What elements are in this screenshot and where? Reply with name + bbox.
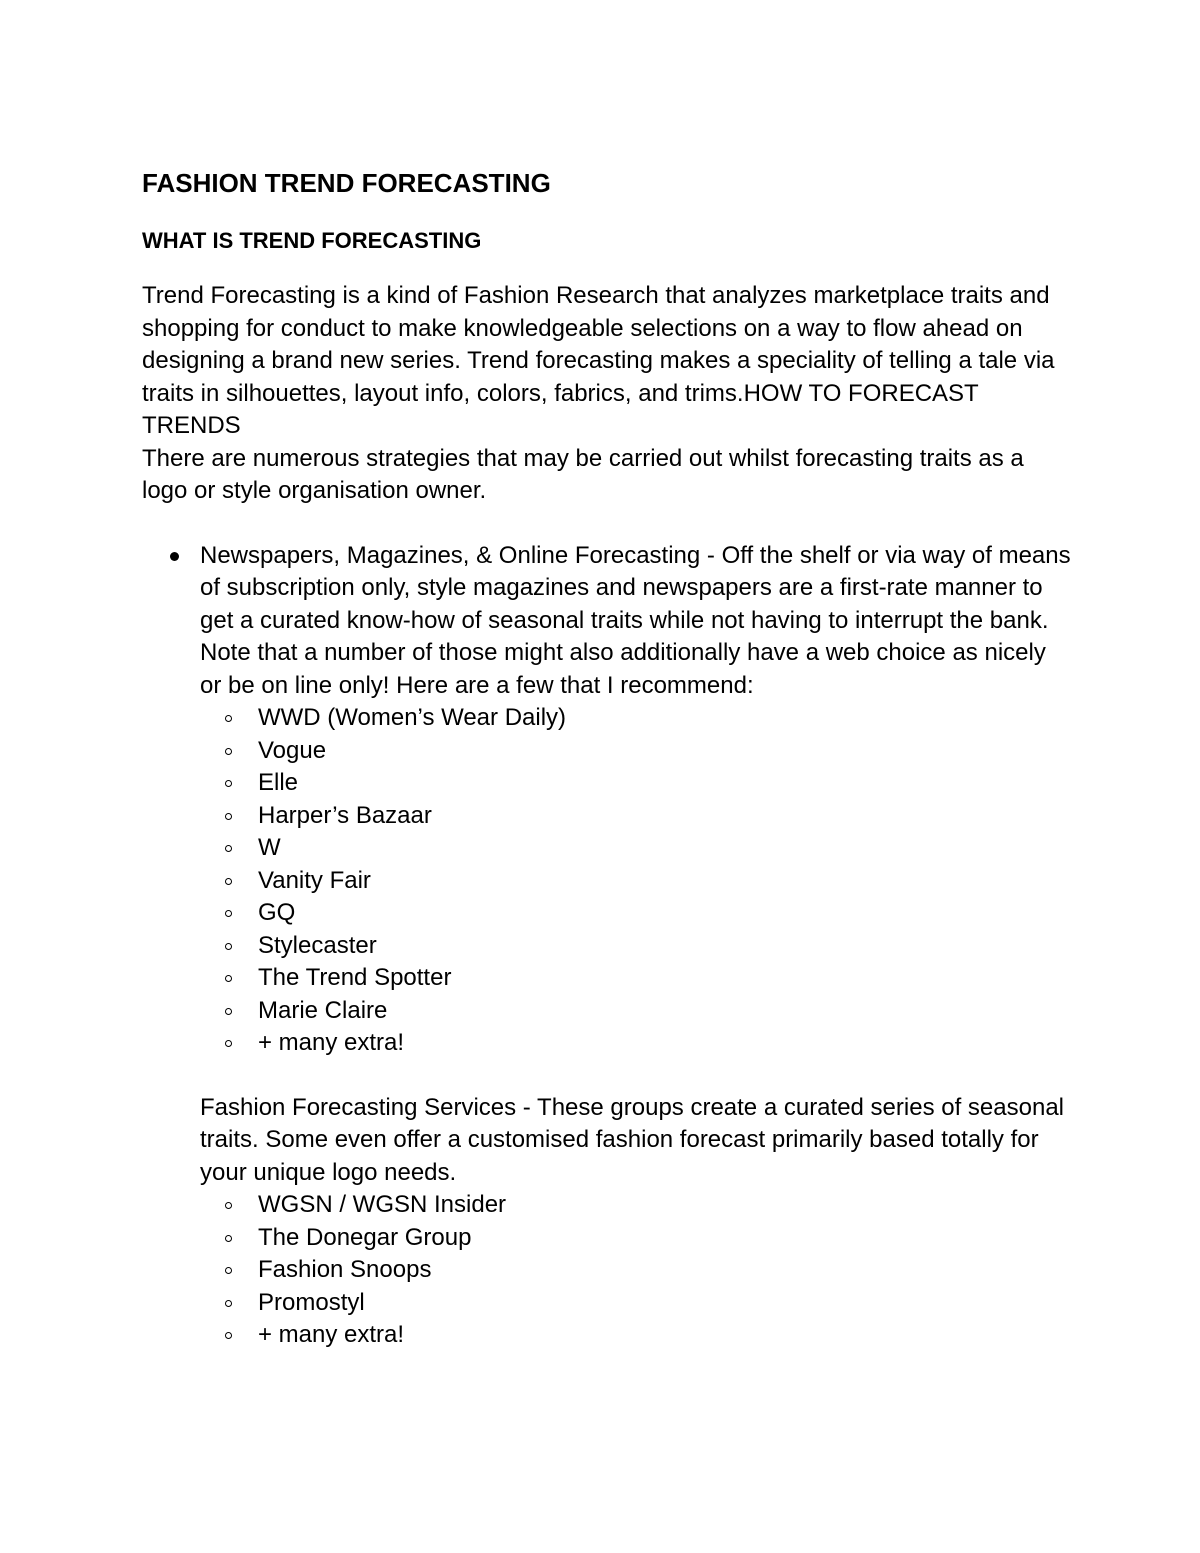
list-item: The Donegar Group bbox=[200, 1222, 1072, 1255]
list-item: WWD (Women’s Wear Daily) bbox=[200, 702, 1072, 735]
list-item: Harper’s Bazaar bbox=[200, 800, 1072, 833]
services-list bbox=[142, 1189, 1072, 1352]
circle-bullet-icon bbox=[225, 1235, 232, 1242]
circle-bullet-icon bbox=[225, 910, 232, 917]
circle-bullet-icon bbox=[225, 1300, 232, 1307]
circle-bullet-icon bbox=[225, 1267, 232, 1274]
services-block bbox=[142, 1092, 1072, 1190]
document-page bbox=[142, 166, 1072, 1352]
list-item: W bbox=[200, 832, 1072, 865]
magazine-list bbox=[200, 702, 1072, 1060]
list-item: Elle bbox=[200, 767, 1072, 800]
circle-bullet-icon bbox=[225, 1202, 232, 1209]
section-heading: WHAT IS TREND FORECASTING bbox=[142, 228, 482, 253]
list-item: Stylecaster bbox=[200, 930, 1072, 963]
bullet-dot-icon bbox=[170, 552, 179, 561]
strategies-text: There are numerous strategies that may be carried out whilst forecasting traits as a logo or style organisation owner. bbox=[142, 444, 1024, 504]
list-item: Fashion Snoops bbox=[200, 1254, 1072, 1287]
list-item: Marie Claire bbox=[200, 995, 1072, 1028]
circle-bullet-icon bbox=[225, 1332, 232, 1339]
circle-bullet-icon bbox=[225, 780, 232, 787]
list-item: Promostyl bbox=[200, 1287, 1072, 1320]
circle-bullet-icon bbox=[225, 715, 232, 722]
circle-bullet-icon bbox=[225, 878, 232, 885]
list-item: + many extra! bbox=[200, 1027, 1072, 1060]
list-item: The Trend Spotter bbox=[200, 962, 1072, 995]
circle-bullet-icon bbox=[225, 975, 232, 982]
list-item: GQ bbox=[200, 897, 1072, 930]
intro-text: Trend Forecasting is a kind of Fashion Research that analyzes marketplace traits and shopping for conduct to make knowledgeable selections on a way to flow ahead on designing a brand new series. Trend forecasting makes a speciality of telling a tale via traits in silhouettes, layout info, colors, fabrics, and trims. bbox=[142, 282, 1055, 407]
bullet-item-magazines bbox=[142, 540, 1072, 1060]
bullet-text: Newspapers, Magazines, & Online Forecasting - Off the shelf or via way of means of subscription only, style magazines and newspapers are a first-rate manner to get a curated know-how of seasonal traits while not having to interrupt the bank. Note that a number of those might also additionally have a web choice as nicely or be on line only! Here are a few that I recommend: bbox=[200, 541, 1071, 699]
circle-bullet-icon bbox=[225, 748, 232, 755]
services-text: Fashion Forecasting Services - These groups create a curated series of seasonal traits. Some even offer a customised fashion forecast primarily based totally for your unique logo needs. bbox=[200, 1093, 1064, 1186]
list-item: + many extra! bbox=[200, 1319, 1072, 1352]
circle-bullet-icon bbox=[225, 813, 232, 820]
intro-paragraph bbox=[142, 280, 1072, 508]
circle-bullet-icon bbox=[225, 943, 232, 950]
list-item: WGSN / WGSN Insider bbox=[200, 1189, 1072, 1222]
list-item: Vogue bbox=[200, 735, 1072, 768]
circle-bullet-icon bbox=[225, 1008, 232, 1015]
list-item: Vanity Fair bbox=[200, 865, 1072, 898]
circle-bullet-icon bbox=[225, 845, 232, 852]
document-title: FASHION TREND FORECASTING bbox=[142, 168, 551, 198]
how-to-heading: HOW TO FORECAST TRENDS bbox=[142, 379, 979, 439]
circle-bullet-icon bbox=[225, 1040, 232, 1047]
